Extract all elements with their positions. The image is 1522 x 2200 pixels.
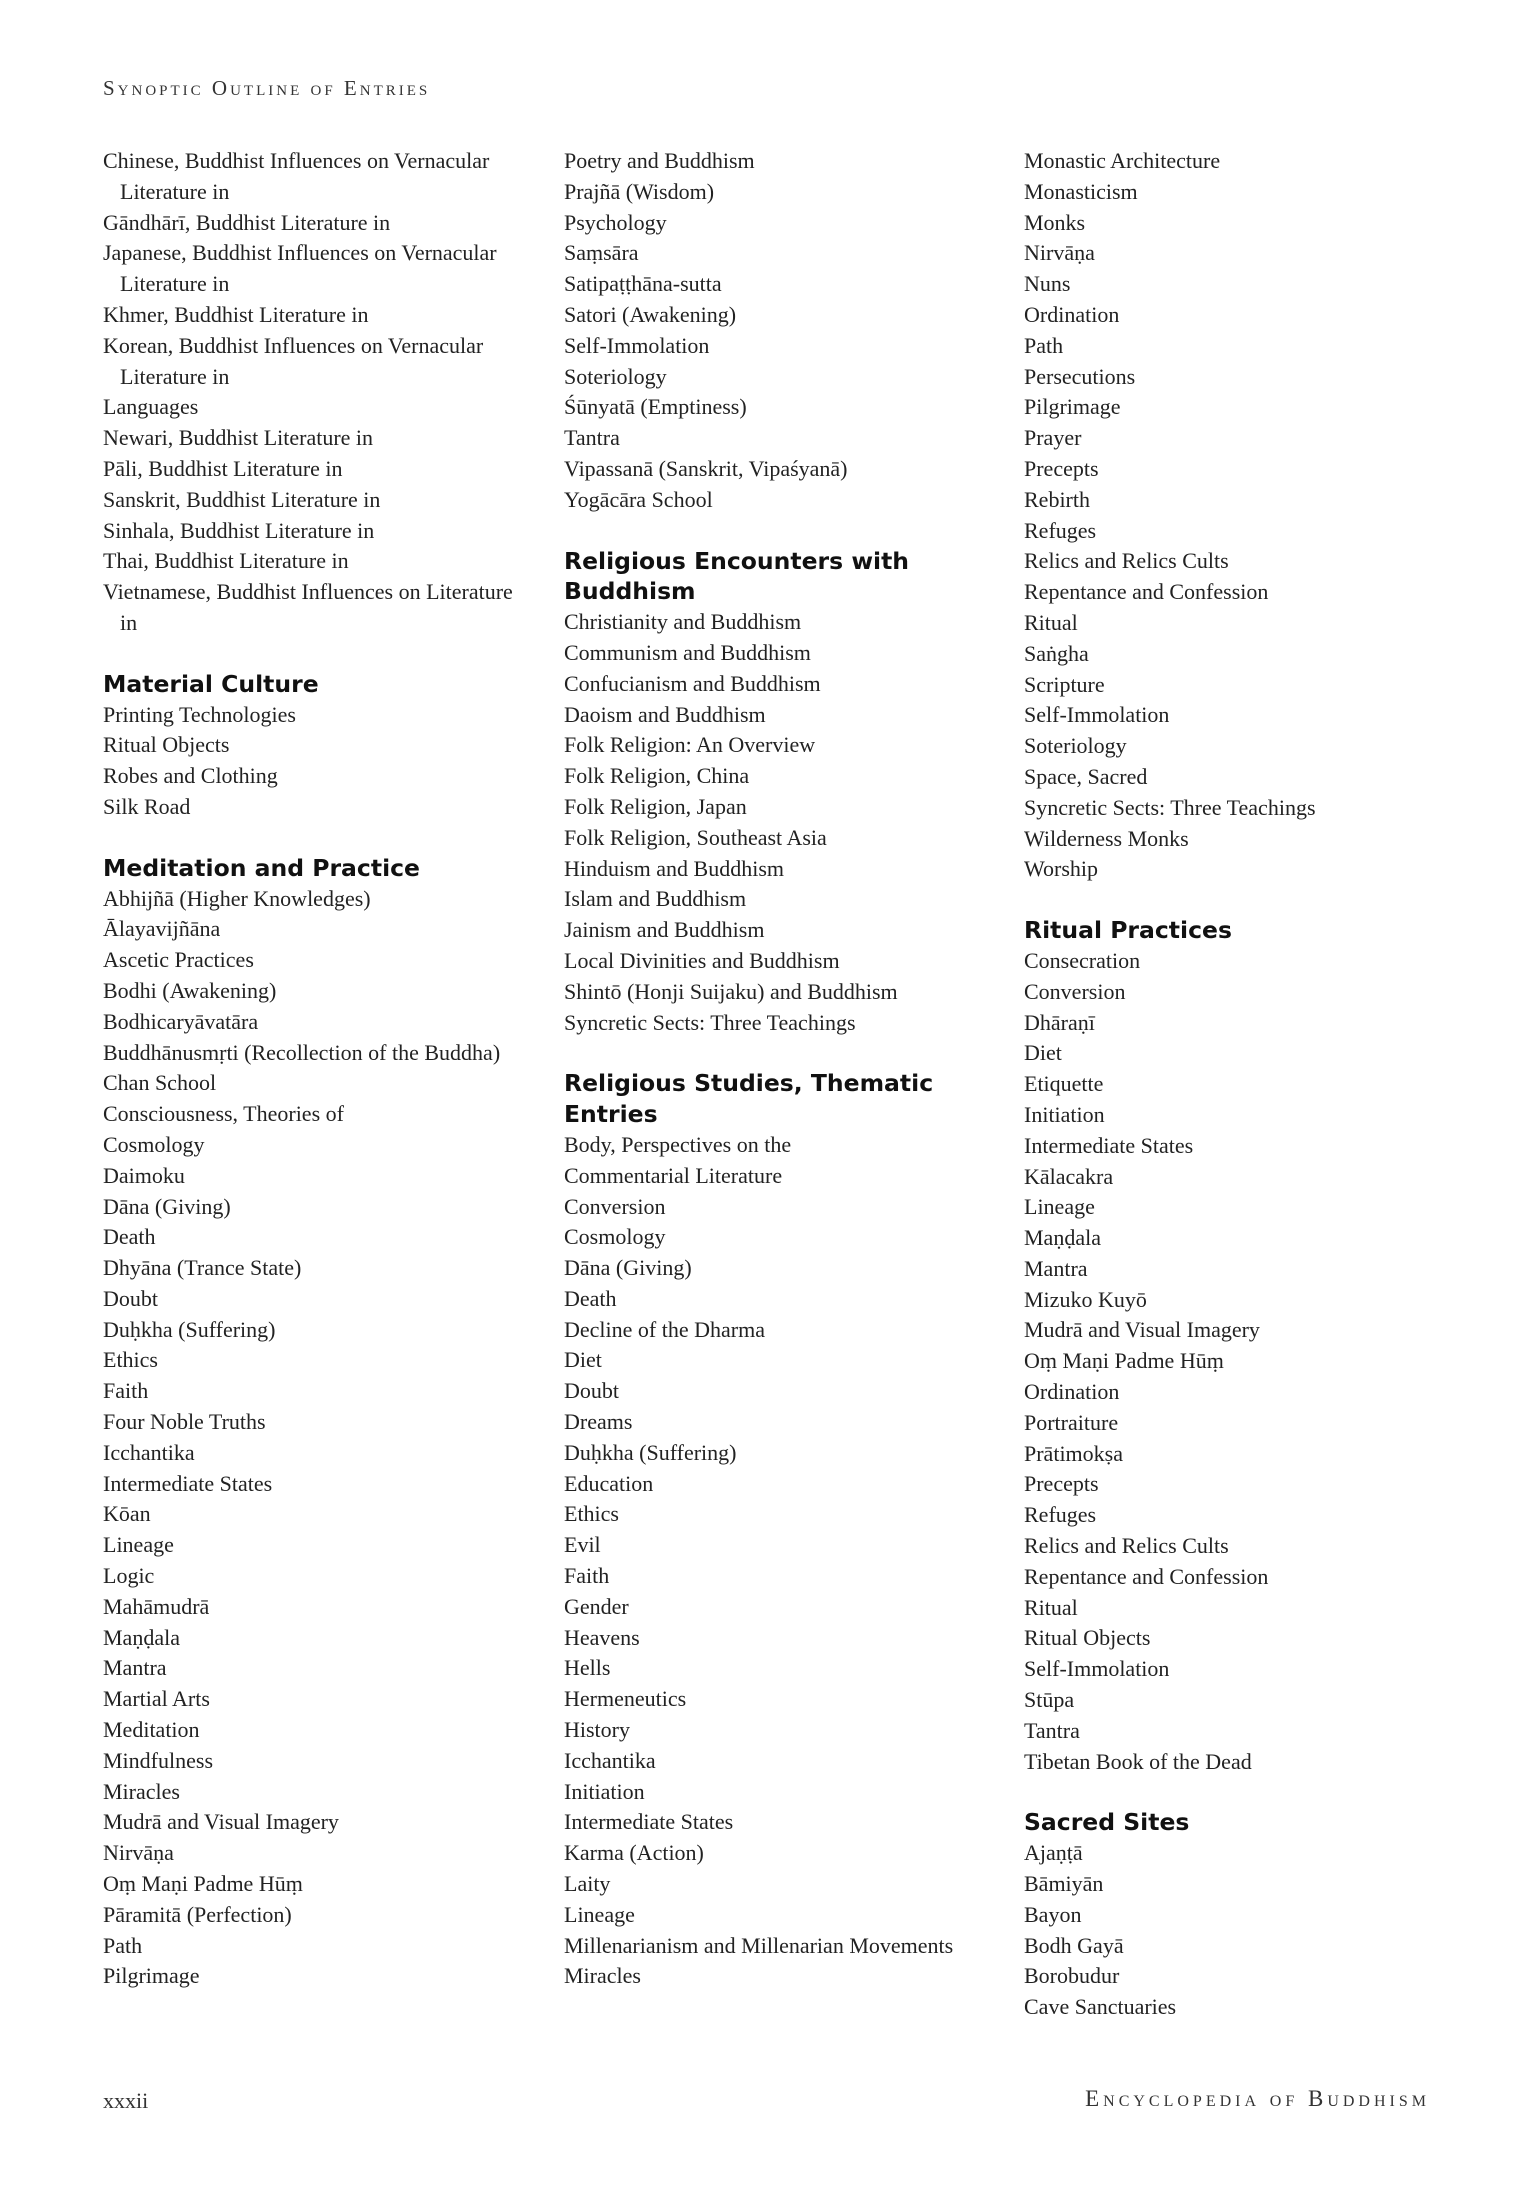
outline-section — [103, 146, 533, 639]
outline-entry[interactable]: Psychology — [564, 209, 667, 235]
outline-entry[interactable]: Nuns — [1024, 271, 1071, 297]
outline-entry[interactable]: Initiation — [564, 1778, 645, 1804]
outline-entry[interactable]: Nirvāṇa — [1024, 240, 1095, 266]
outline-entry[interactable]: Wilderness Monks — [1024, 825, 1189, 851]
outline-entry[interactable]: Ritual Objects — [103, 732, 230, 758]
section-heading: Sacred Sites — [1024, 1808, 1190, 1837]
outline-entry[interactable]: Monastic Architecture — [1024, 148, 1221, 173]
outline-entry[interactable]: Education — [564, 1470, 654, 1496]
outline-entry[interactable]: Faith — [564, 1563, 610, 1589]
section-heading: Religious Encounters with Buddhism — [564, 546, 910, 606]
column-2 — [564, 146, 994, 2022]
outline-section — [564, 546, 994, 1039]
outline-entry[interactable]: Abhijñā (Higher Knowledges) — [103, 885, 371, 911]
outline-entry[interactable]: Doubt — [564, 1378, 619, 1404]
outline-entry[interactable]: Prayer — [1024, 425, 1082, 451]
outline-entry[interactable]: Doubt — [103, 1285, 158, 1311]
outline-entry[interactable]: Pāramitā (Perfection) — [103, 1901, 292, 1927]
outline-entry[interactable]: Chan School — [103, 1070, 217, 1096]
outline-section — [1024, 915, 1454, 1777]
outline-entry[interactable]: Oṃ Maṇi Padme Hūṃ — [1024, 1348, 1224, 1374]
outline-entry[interactable]: Poetry and Buddhism — [564, 148, 755, 173]
outline-entry[interactable]: Scripture — [1024, 671, 1105, 697]
outline-entry[interactable]: Maṇḍala — [1024, 1225, 1101, 1251]
outline-entry[interactable]: Decline of the Dharma — [564, 1316, 765, 1342]
outline-entry[interactable]: Thai, Buddhist Literature in — [103, 548, 349, 574]
outline-entry[interactable]: History — [564, 1717, 630, 1743]
outline-entry[interactable]: Etiquette — [1024, 1071, 1104, 1097]
outline-entry[interactable]: Oṃ Maṇi Padme Hūṃ — [103, 1871, 303, 1897]
outline-entry[interactable]: Martial Arts — [103, 1686, 210, 1712]
outline-entry[interactable]: Consecration — [1024, 947, 1141, 973]
outline-entry[interactable]: Ritual — [1024, 1594, 1078, 1620]
running-head: Synoptic Outline of Entries — [103, 76, 431, 100]
outline-entry[interactable]: Satori (Awakening) — [564, 301, 737, 327]
outline-entry[interactable]: Languages — [103, 394, 199, 420]
outline-entry[interactable]: Refuges — [1024, 1502, 1097, 1528]
outline-entry[interactable]: Space, Sacred — [1024, 763, 1148, 789]
outline-entry[interactable]: Ascetic Practices — [103, 947, 254, 973]
outline-entry[interactable]: Stūpa — [1024, 1687, 1075, 1713]
outline-entry[interactable]: Prajñā (Wisdom) — [564, 178, 715, 204]
outline-entry[interactable]: Daimoku — [103, 1162, 185, 1188]
outline-entry[interactable]: Miracles — [564, 1963, 641, 1989]
outline-entry[interactable]: Bodhi (Awakening) — [103, 977, 277, 1003]
outline-entry[interactable]: Hermeneutics — [564, 1686, 687, 1712]
outline-entry[interactable]: Repentance and Confession — [1024, 579, 1269, 605]
outline-entry[interactable]: Ritual — [1024, 609, 1078, 635]
outline-entry[interactable]: Islam and Buddhism — [564, 886, 747, 912]
outline-entry[interactable]: Tantra — [1024, 1717, 1080, 1743]
outline-entry[interactable]: Intermediate States — [1024, 1132, 1194, 1158]
outline-entry[interactable]: Kālacakra — [1024, 1163, 1114, 1189]
outline-entry[interactable]: Duḥkha (Suffering) — [103, 1316, 276, 1342]
outline-section — [1024, 146, 1454, 885]
outline-entry[interactable]: Initiation — [1024, 1101, 1105, 1127]
outline-entry[interactable]: Worship — [1024, 856, 1099, 882]
outline-entry[interactable]: Ordination — [1024, 1379, 1120, 1405]
outline-entry[interactable]: Ethics — [103, 1347, 158, 1373]
outline-entry[interactable]: Cosmology — [564, 1224, 666, 1250]
outline-entry[interactable]: Monks — [1024, 209, 1086, 235]
outline-entry[interactable]: Ordination — [1024, 301, 1120, 327]
outline-entry[interactable]: Ālayavijñāna — [103, 916, 221, 942]
outline-entry[interactable]: Rebirth — [1024, 486, 1090, 512]
outline-entry[interactable]: Logic — [103, 1563, 155, 1589]
outline-entry[interactable]: Faith — [103, 1378, 149, 1404]
outline-entry[interactable]: Yogācāra School — [564, 486, 713, 512]
outline-entry[interactable]: Mindfulness — [103, 1747, 213, 1773]
section-heading: Material Culture — [103, 669, 319, 698]
outline-entry[interactable]: Sanskrit, Buddhist Literature in — [103, 486, 381, 512]
outline-entry[interactable]: Duḥkha (Suffering) — [564, 1439, 737, 1465]
outline-entry[interactable]: Pilgrimage — [1024, 394, 1121, 420]
outline-entry[interactable]: Syncretic Sects: Three Teachings — [1024, 794, 1316, 820]
outline-entry[interactable]: Bodhicaryāvatāra — [103, 1008, 259, 1034]
outline-entry[interactable]: Soteriology — [1024, 733, 1127, 759]
outline-entry[interactable]: Dāna (Giving) — [564, 1255, 692, 1281]
outline-entry[interactable]: Daoism and Buddhism — [564, 701, 766, 727]
outline-entry[interactable]: Śūnyatā (Emptiness) — [564, 394, 747, 420]
outline-entry[interactable]: Robes and Clothing — [103, 763, 278, 789]
outline-entry[interactable]: Kōan — [103, 1501, 151, 1527]
outline-entry[interactable]: Death — [564, 1285, 617, 1311]
outline-entry[interactable]: Path — [103, 1932, 143, 1958]
outline-entry[interactable]: Mizuko Kuyō — [1024, 1286, 1147, 1312]
outline-entry[interactable]: Portraiture — [1024, 1409, 1119, 1435]
outline-entry[interactable]: Hells — [564, 1655, 611, 1681]
outline-entry[interactable]: Japanese, Buddhist Influences on Vernacular Literature in — [103, 240, 497, 297]
outline-entry[interactable]: Body, Perspectives on the — [564, 1131, 792, 1157]
outline-entry[interactable]: Borobudur — [1024, 1963, 1120, 1989]
outline-entry[interactable]: Miracles — [103, 1778, 180, 1804]
outline-section — [103, 853, 533, 1992]
outline-entry[interactable]: Self-Immolation — [1024, 1656, 1170, 1682]
outline-entry[interactable]: Lineage — [564, 1901, 635, 1927]
outline-entry[interactable]: Vipassanā (Sanskrit, Vipaśyanā) — [564, 455, 848, 481]
outline-entry[interactable]: Satipaṭṭhāna-sutta — [564, 271, 722, 297]
book-title: Encyclopedia of Buddhism — [1085, 2086, 1430, 2111]
outline-entry[interactable]: Ethics — [564, 1501, 619, 1527]
outline-entry[interactable]: Khmer, Buddhist Literature in — [103, 301, 369, 327]
outline-entry[interactable]: Mudrā and Visual Imagery — [1024, 1317, 1260, 1343]
outline-entry[interactable]: Path — [1024, 332, 1064, 358]
outline-entry[interactable]: Lineage — [103, 1532, 174, 1558]
outline-entry[interactable]: Folk Religion, Japan — [564, 793, 747, 819]
outline-entry[interactable]: Syncretic Sects: Three Teachings — [564, 1009, 856, 1035]
outline-entry[interactable]: Monasticism — [1024, 178, 1138, 204]
outline-entry[interactable]: Nirvāṇa — [103, 1840, 174, 1866]
outline-entry[interactable]: Conversion — [564, 1193, 666, 1219]
outline-entry[interactable]: Dreams — [564, 1409, 633, 1435]
section-heading: Ritual Practices — [1024, 916, 1232, 945]
outline-entry[interactable]: Intermediate States — [103, 1470, 273, 1496]
outline-entry[interactable]: Tibetan Book of the Dead — [1024, 1748, 1252, 1774]
outline-entry[interactable]: Pāli, Buddhist Literature in — [103, 455, 343, 481]
outline-entry[interactable]: Dāna (Giving) — [103, 1193, 231, 1219]
outline-entry[interactable]: Prātimokṣa — [1024, 1440, 1123, 1466]
outline-entry[interactable]: Jainism and Buddhism — [564, 917, 765, 943]
outline-entry[interactable]: Folk Religion, Southeast Asia — [564, 824, 827, 850]
outline-entry[interactable]: Saṃsāra — [564, 240, 639, 266]
outline-entry[interactable]: Korean, Buddhist Influences on Vernacular Literature in — [103, 332, 484, 389]
outline-entry[interactable]: Laity — [564, 1871, 611, 1897]
outline-entry[interactable]: Mudrā and Visual Imagery — [103, 1809, 339, 1835]
outline-entry[interactable]: Mantra — [1024, 1255, 1088, 1281]
outline-entry[interactable]: Relics and Relics Cults — [1024, 1533, 1229, 1559]
outline-entry[interactable]: Buddhānusmṛti (Recollection of the Buddha) — [103, 1039, 501, 1065]
outline-entry[interactable]: Millenarianism and Millenarian Movements — [564, 1932, 954, 1958]
outline-entry[interactable]: Karma (Action) — [564, 1840, 704, 1866]
outline-entry[interactable]: Intermediate States — [564, 1809, 734, 1835]
outline-entry[interactable]: Precepts — [1024, 1471, 1099, 1497]
outline-entry[interactable]: Silk Road — [103, 793, 191, 819]
outline-entry[interactable]: Ritual Objects — [1024, 1625, 1151, 1651]
outline-entry[interactable]: Bāmiyān — [1024, 1871, 1104, 1897]
outline-section — [564, 146, 994, 516]
outline-entry[interactable]: Icchantika — [103, 1439, 195, 1465]
outline-entry[interactable]: Local Divinities and Buddhism — [564, 947, 840, 973]
outline-entry[interactable]: Self-Immolation — [1024, 702, 1170, 728]
outline-entry[interactable]: Confucianism and Buddhism — [564, 670, 821, 696]
outline-entry[interactable]: Diet — [564, 1347, 602, 1373]
outline-entry[interactable]: Evil — [564, 1532, 601, 1558]
outline-entry[interactable]: Four Noble Truths — [103, 1409, 266, 1435]
outline-section — [1024, 1807, 1454, 2023]
outline-entry[interactable]: Relics and Relics Cults — [1024, 548, 1229, 574]
outline-section — [103, 669, 533, 823]
outline-entry[interactable]: Gāndhārī, Buddhist Literature in — [103, 209, 391, 235]
outline-entry[interactable]: Christianity and Buddhism — [564, 609, 802, 635]
outline-entry[interactable]: Folk Religion, China — [564, 763, 750, 789]
outline-entry[interactable]: Dhyāna (Trance State) — [103, 1255, 302, 1281]
outline-entry[interactable]: Dhāraṇī — [1024, 1009, 1095, 1035]
outline-entry[interactable]: Persecutions — [1024, 363, 1136, 389]
outline-entry[interactable]: Gender — [564, 1593, 629, 1619]
outline-entry[interactable]: Lineage — [1024, 1194, 1095, 1220]
outline-entry[interactable]: Sinhala, Buddhist Literature in — [103, 517, 375, 543]
outline-entry[interactable]: Vietnamese, Buddhist Influences on Literature in — [103, 579, 513, 635]
outline-section — [564, 1068, 994, 1992]
outline-entry[interactable]: Chinese, Buddhist Influences on Vernacular Literature in — [103, 148, 490, 204]
section-heading: Meditation and Practice — [103, 853, 420, 882]
outline-entry[interactable]: Conversion — [1024, 978, 1126, 1004]
outline-entry[interactable]: Commentarial Literature — [564, 1162, 783, 1188]
section-heading: Religious Studies, Thematic Entries — [564, 1069, 934, 1129]
outline-entry[interactable]: Cosmology — [103, 1131, 205, 1157]
outline-entry[interactable]: Newari, Buddhist Literature in — [103, 425, 374, 451]
outline-entry[interactable]: Heavens — [564, 1624, 640, 1650]
outline-entry[interactable]: Bayon — [1024, 1901, 1082, 1927]
outline-entry[interactable]: Diet — [1024, 1040, 1062, 1066]
outline-entry[interactable]: Precepts — [1024, 455, 1099, 481]
outline-entry[interactable]: Mantra — [103, 1655, 167, 1681]
outline-entry[interactable]: Ajaṇṭā — [1024, 1840, 1083, 1866]
outline-entry[interactable]: Hinduism and Buddhism — [564, 855, 785, 881]
outline-entry[interactable]: Meditation — [103, 1717, 200, 1743]
outline-entry[interactable]: Soteriology — [564, 363, 667, 389]
outline-entry[interactable]: Repentance and Confession — [1024, 1563, 1269, 1589]
outline-entry[interactable]: Printing Technologies — [103, 701, 296, 727]
outline-entry[interactable]: Self-Immolation — [564, 332, 710, 358]
outline-entry[interactable]: Bodh Gayā — [1024, 1932, 1124, 1958]
outline-entry[interactable]: Mahāmudrā — [103, 1593, 210, 1619]
outline-entry[interactable]: Cave Sanctuaries — [1024, 1994, 1177, 2020]
outline-entry[interactable]: Maṇḍala — [103, 1624, 180, 1650]
outline-entry[interactable]: Refuges — [1024, 517, 1097, 543]
outline-entry[interactable]: Tantra — [564, 425, 620, 451]
column-1 — [103, 146, 533, 2022]
outline-entry[interactable]: Death — [103, 1224, 156, 1250]
outline-entry[interactable]: Shintō (Honji Suijaku) and Buddhism — [564, 978, 898, 1004]
outline-entry[interactable]: Folk Religion: An Overview — [564, 732, 816, 758]
page-number: xxxii — [103, 2088, 149, 2113]
outline-entry[interactable]: Consciousness, Theories of — [103, 1101, 344, 1127]
outline-entry[interactable]: Saṅgha — [1024, 640, 1089, 666]
outline-entry[interactable]: Pilgrimage — [103, 1963, 200, 1989]
column-3 — [1024, 146, 1454, 2053]
outline-entry[interactable]: Icchantika — [564, 1747, 656, 1773]
outline-entry[interactable]: Communism and Buddhism — [564, 639, 811, 665]
